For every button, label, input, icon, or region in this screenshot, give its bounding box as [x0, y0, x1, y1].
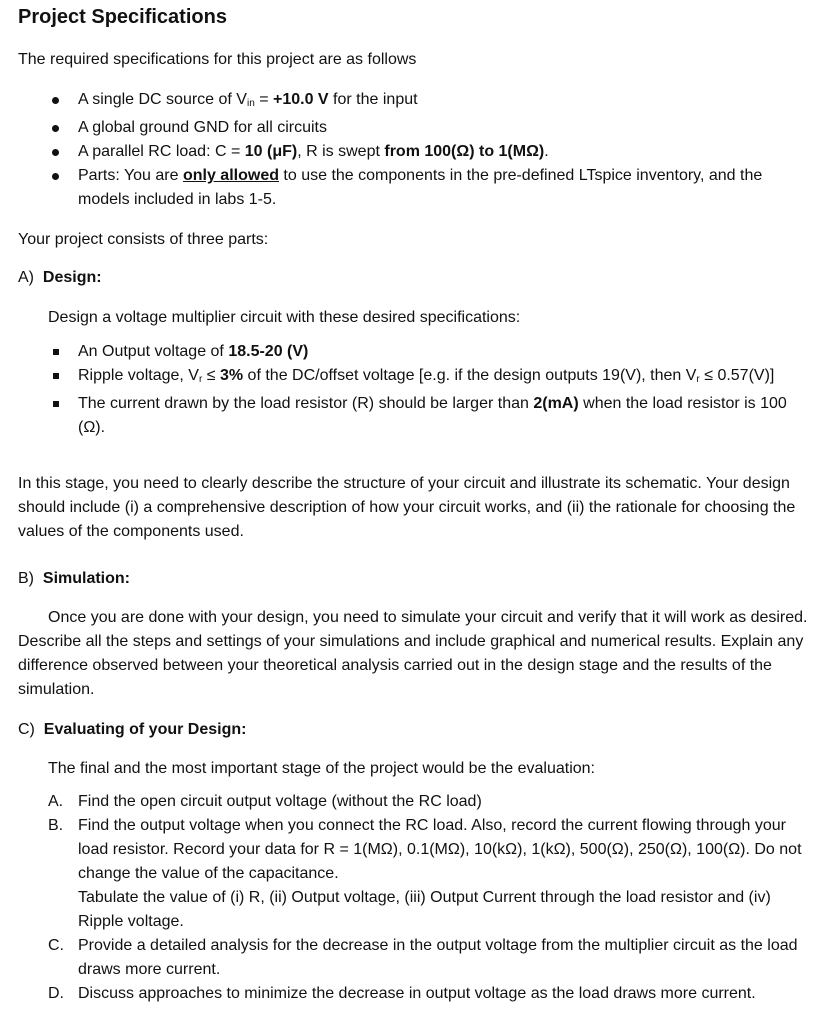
- design-spec-ripple: Ripple voltage, $V_r \le 3\%$ of the DC/offset voltage [e.g. if the design outputs 19(V), then $V_r \le 0.57(V)$]: [48, 364, 818, 392]
- section-b-paragraph: Once you are done with your design, you need to simulate your circuit and verify that it will work as desired. Describe all the steps and settings of your simulations and include graphical and numerical results. Explain any difference observed between your theoretical analysis carried out in the design stage and the results of the simulation.: [18, 609, 808, 698]
- spec-item-source: A single DC source of $V_{in} = +10.0$ V for the input: [48, 88, 818, 116]
- section-a-paragraph: In this stage, you need to clearly describe the structure of your circuit and illustrate its schematic. Your design should include (i) a comprehensive description of how your circuit works, and (ii) the rationale for choosing the values of the components used.: [18, 475, 796, 540]
- intro-text: The required specifications for this project are as follows: [18, 51, 417, 68]
- section-a-intro: Design a voltage multiplier circuit with these desired specifications:: [48, 309, 521, 326]
- page-title: Project Specifications: [18, 6, 227, 28]
- design-spec-current: The current drawn by the load resistor (R) should be larger than 2(mA) when the load resistor is 100 (Ω).: [48, 392, 818, 440]
- evaluation-item-a: A. Find the open circuit output voltage (without the RC load): [48, 793, 482, 810]
- spec-list: [48, 88, 818, 212]
- design-spec-output: An Output voltage of 18.5-20 (V): [48, 340, 818, 364]
- design-spec-list: [48, 340, 818, 440]
- parts-intro: Your project consists of three parts:: [18, 231, 269, 248]
- evaluation-item-d: D. Discuss approaches to minimize the decrease in output voltage as the load draws more current.: [48, 985, 756, 1002]
- spec-item-load: A parallel RC load: C = 10 (μF), R is swept from 100(Ω) to 1(MΩ).: [48, 140, 818, 164]
- evaluation-item-c: C. Provide a detailed analysis for the decrease in the output voltage from the multiplier circuit as the load draws more current.: [48, 937, 798, 978]
- evaluation-item-b: B. Find the output voltage when you connect the RC load. Also, record the current flowing through your load resistor. Record your data for R = 1(MΩ), 0.1(MΩ), 10(kΩ), 1(kΩ), 500(Ω), 250(Ω), 100(Ω). Do not change the value of the capacitance. Tabulate the value of (i) R, (ii) Output voltage, (iii) Output Current through the load resistor and (iv) Ripple voltage.: [48, 817, 802, 930]
- section-c-heading: C) Evaluating of your Design:: [18, 721, 247, 738]
- section-b-heading: B) Simulation:: [18, 570, 130, 587]
- spec-item-ground: A global ground GND for all circuits: [48, 116, 818, 140]
- spec-item-parts: Parts: You are only allowed to use the components in the pre-defined LTspice inventory, and the models included in labs 1-5.: [48, 164, 818, 212]
- evaluation-list: [48, 790, 818, 1006]
- section-c-intro: The final and the most important stage of the project would be the evaluation:: [48, 760, 595, 777]
- section-a-heading: A) Design:: [18, 269, 102, 286]
